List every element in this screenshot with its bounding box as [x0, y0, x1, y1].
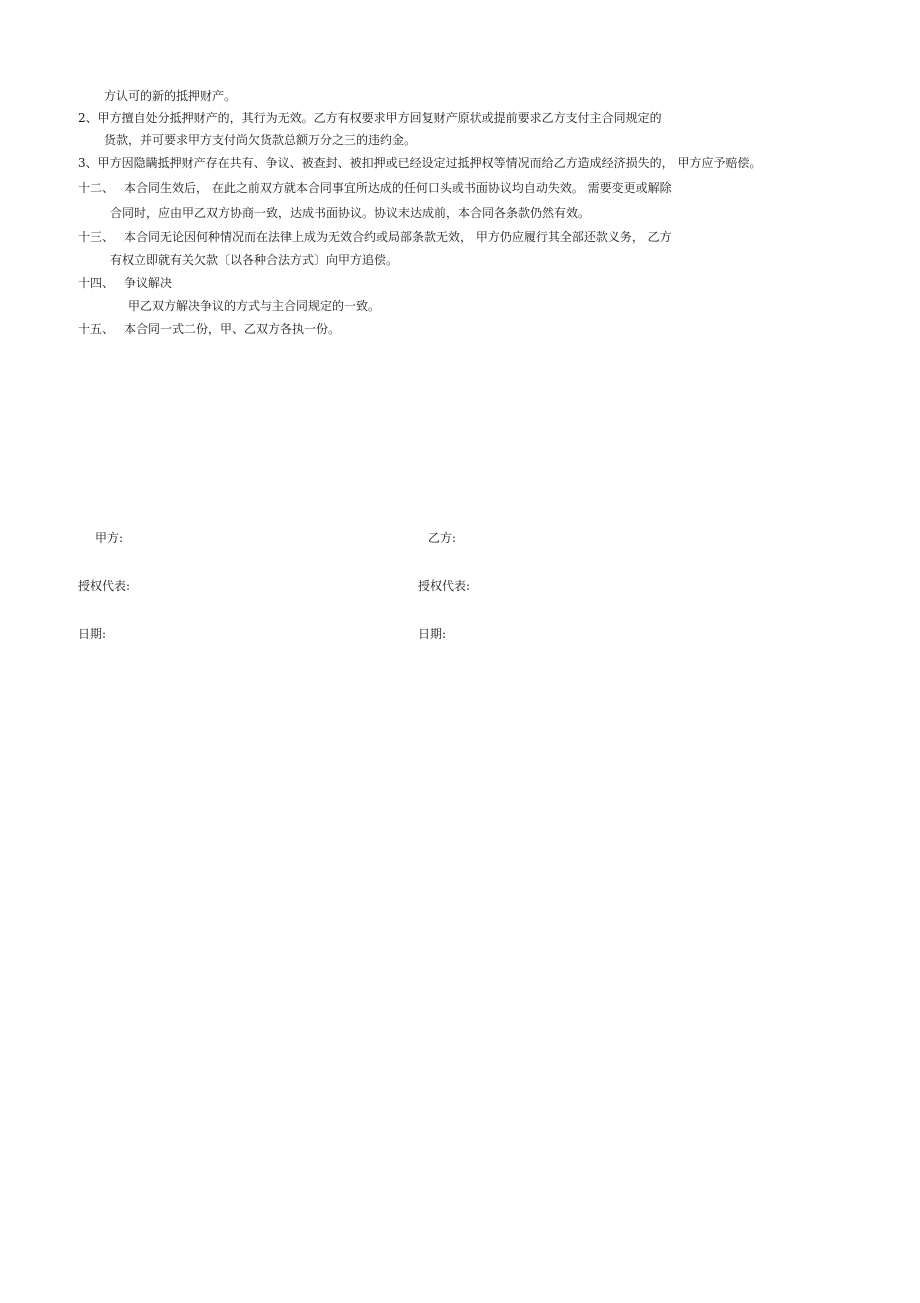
clause-text: 本合同一式二份，甲、乙双方各执一份。	[124, 322, 341, 336]
clause-15	[78, 321, 340, 337]
clause-12	[78, 180, 672, 196]
clause-13	[78, 229, 672, 245]
clause-11-item-2	[78, 110, 662, 126]
item-number: 3、	[78, 156, 98, 170]
clause-text: 本合同生效后， 在此之前双方就本合同事宜所达成的任何口头或书面协议均自动失效。 需要变更或解除	[124, 181, 672, 195]
clause-14	[78, 275, 172, 291]
clause-text: 甲方因隐瞒抵押财产存在共有、争议、被查封、被扣押或已经设定过抵押权等情况而给乙方造成经济损失的， 甲方应予赔偿。	[97, 156, 762, 170]
date-a-label: 日期:	[78, 627, 107, 641]
item-number: 2、	[78, 111, 98, 125]
party-a-label: 甲方:	[95, 531, 124, 545]
clause-13-continuation: 有权立即就有关欠款〔以各种合法方式〕向甲方追偿。	[110, 253, 399, 267]
date-b-label: 日期:	[418, 627, 447, 641]
clause-number: 十三、	[78, 230, 115, 244]
clause-12-continuation: 合同时，应由甲乙双方协商一致，达成书面协议。协议末达成前，本合同各条款仍然有效。	[110, 206, 591, 220]
authorized-rep-b-label: 授权代表:	[418, 579, 471, 593]
clause-11-item-2-continuation: 货款，并可要求甲方支付尚欠货款总额万分之三的违约金。	[104, 133, 417, 147]
clause-title: 争议解决	[124, 276, 173, 290]
clause-text: 本合同无论因何种情况而在法律上成为无效合约或局部条款无效， 甲方仍应履行其全部还款义务， 乙方	[124, 230, 672, 244]
party-b-label: 乙方:	[428, 531, 457, 545]
clause-number: 十二、	[78, 181, 115, 195]
clause-text: 甲方擅自处分抵押财产的，其行为无效。乙方有权要求甲方回复财产原状或提前要求乙方支付主合同规定的	[97, 111, 662, 125]
authorized-rep-a-label: 授权代表:	[78, 579, 131, 593]
clause-14-body: 甲乙双方解决争议的方式与主合同规定的一致。	[128, 299, 381, 313]
clause-number: 十四、	[78, 276, 115, 290]
clause-number: 十五、	[78, 322, 115, 336]
clause-11-item-3	[78, 155, 761, 171]
clause-11-continuation: 方认可的新的抵押财产。	[104, 89, 237, 103]
